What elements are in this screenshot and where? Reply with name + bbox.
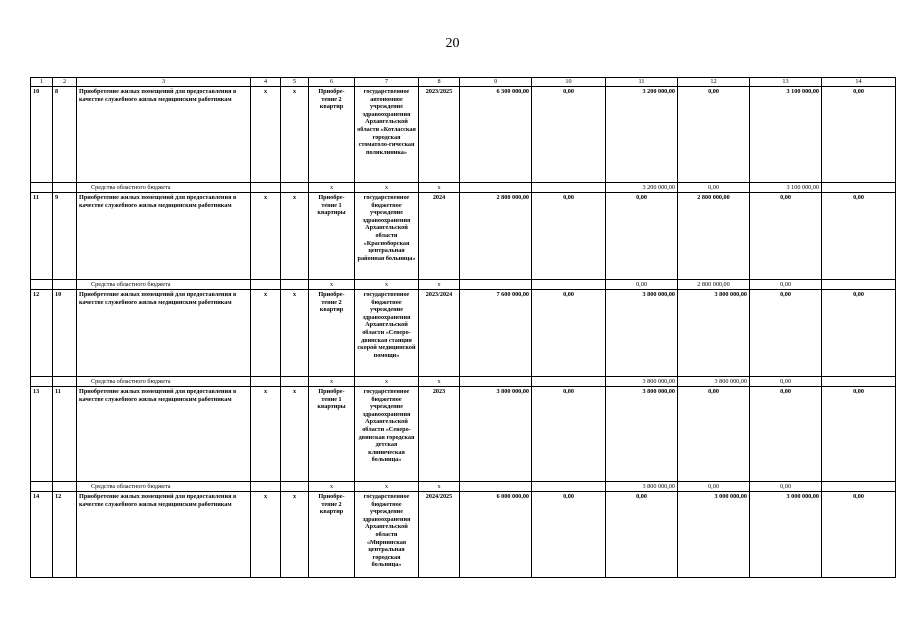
total-cell: 7 600 000,00 [460,290,532,377]
col-header: 4 [251,78,281,87]
cell-col13: 0,00 [750,193,822,280]
cell-col4: х [251,492,281,578]
cell-col12: 3 000 000,00 [678,492,750,578]
total-cell: 2 800 000,00 [460,193,532,280]
cell-col12: 0,00 [678,387,750,482]
cell-col6: х [309,183,355,193]
cell-col12: 0,00 [678,183,750,193]
row-number: 13 [31,387,53,482]
cell-col8: х [419,183,460,193]
cell-col10 [532,183,606,193]
col-header: 6 [309,78,355,87]
cell-col12: 2 800 000,00 [678,280,750,290]
col-header: 5 [281,78,309,87]
col-header: 13 [750,78,822,87]
acquisition-cell: Приобре-тение 2 квартир [309,87,355,183]
funding-source-row [31,183,896,193]
cell-col14: 0,00 [822,492,896,578]
cell-col12: 3 800 000,00 [678,377,750,387]
funding-source-row [31,280,896,290]
col-header: 1 [31,78,53,87]
funding-source-label: Средства областного бюджета [77,280,251,290]
cell-col4: х [251,87,281,183]
cell-col13: 3 000 000,00 [750,492,822,578]
col-header: 10 [532,78,606,87]
cell-col9 [460,377,532,387]
cell-col14: 0,00 [822,387,896,482]
period-cell: 2024 [419,193,460,280]
cell-col10: 0,00 [532,387,606,482]
item-number: 10 [53,290,77,377]
item-number: 8 [53,87,77,183]
cell-col12: 0,00 [678,482,750,492]
cell-col4: х [251,290,281,377]
cell-col10 [532,280,606,290]
funding-source-row [31,482,896,492]
cell-col10 [532,377,606,387]
cell-col13: 0,00 [750,387,822,482]
cell-col5: х [281,387,309,482]
cell-col4: х [251,193,281,280]
cell-col5: х [281,87,309,183]
cell-col6: х [309,377,355,387]
item-name: Приобретение жилых помещений для предоставления в качестве служебного жилья медицинским работникам [77,387,251,482]
organization-cell: государственное бюджетное учреждение здравоохранения Архангельской области «Северо-двинская станция скорой медицинской помощи» [355,290,419,377]
period-cell: 2024/2025 [419,492,460,578]
col-header: 12 [678,78,750,87]
row-number: 14 [31,492,53,578]
cell-col13: 0,00 [750,280,822,290]
table-row [31,193,896,280]
cell-col14 [822,377,896,387]
cell-col6: х [309,280,355,290]
cell-col5: х [281,193,309,280]
funding-source-label: Средства областного бюджета [77,183,251,193]
acquisition-cell: Приобре-тение 2 квартир [309,290,355,377]
cell-col11: 3 800 000,00 [606,482,678,492]
funding-source-label: Средства областного бюджета [77,377,251,387]
cell-col8: х [419,482,460,492]
row-number: 10 [31,87,53,183]
cell-col13: 0,00 [750,482,822,492]
period-cell: 2023/2025 [419,87,460,183]
row-number: 12 [31,290,53,377]
funding-source-row [31,377,896,387]
cell-col7: х [355,482,419,492]
cell-col14: 0,00 [822,193,896,280]
col-header: 7 [355,78,419,87]
cell-col11: 0,00 [606,280,678,290]
acquisition-cell: Приобре-тение 2 квартир [309,492,355,578]
item-number: 12 [53,492,77,578]
cell-col14: 0,00 [822,87,896,183]
col-header: 3 [77,78,251,87]
total-cell: 6 000 000,00 [460,492,532,578]
header-row [31,78,896,87]
cell-col9 [460,183,532,193]
col-header: 14 [822,78,896,87]
item-number: 9 [53,193,77,280]
col-header: 8 [419,78,460,87]
page-number: 20 [445,36,460,51]
cell-col13: 0,00 [750,377,822,387]
funding-source-label: Средства областного бюджета [77,482,251,492]
cell-col5: х [281,492,309,578]
organization-cell: государственное бюджетное учреждение здравоохранения Архангельской области «Красноборская центральная районная больница» [355,193,419,280]
cell-col13: 3 100 000,00 [750,183,822,193]
item-name: Приобретение жилых помещений для предоставления в качестве служебного жилья медицинским работникам [77,87,251,183]
total-cell: 6 300 000,00 [460,87,532,183]
cell-col10: 0,00 [532,193,606,280]
cell-col11: 3 800 000,00 [606,387,678,482]
acquisition-cell: Приобре-тение 1 квартиры [309,387,355,482]
cell-col13: 0,00 [750,290,822,377]
cell-col14 [822,183,896,193]
cell-col11: 0,00 [606,193,678,280]
table-row [31,290,896,377]
table-row [31,492,896,578]
cell-col14 [822,280,896,290]
cell-col12: 3 800 000,00 [678,290,750,377]
cell-col10: 0,00 [532,290,606,377]
total-cell: 3 800 000,00 [460,387,532,482]
organization-cell: государственное бюджетное учреждение здравоохранения Архангельской области «Северо-двинская городская детская клиническая больница» [355,387,419,482]
funding-table [30,77,896,578]
cell-col14: 0,00 [822,290,896,377]
cell-col7: х [355,280,419,290]
cell-col12: 2 800 000,00 [678,193,750,280]
row-number: 11 [31,193,53,280]
item-number: 11 [53,387,77,482]
cell-col9 [460,482,532,492]
cell-col10: 0,00 [532,492,606,578]
acquisition-cell: Приобре-тение 1 квартиры [309,193,355,280]
item-name: Приобретение жилых помещений для предоставления в качестве служебного жилья медицинским работникам [77,290,251,377]
cell-col4: х [251,387,281,482]
col-header: 2 [53,78,77,87]
cell-col11: 3 800 000,00 [606,377,678,387]
organization-cell: государственное бюджетное учреждение здравоохранения Архангельской области «Мирнинская центральная городская больница» [355,492,419,578]
cell-col13: 3 100 000,00 [750,87,822,183]
cell-col11: 3 800 000,00 [606,290,678,377]
cell-col9 [460,280,532,290]
cell-col12: 0,00 [678,87,750,183]
period-cell: 2023 [419,387,460,482]
cell-col8: х [419,377,460,387]
table-row [31,387,896,482]
cell-col11: 0,00 [606,492,678,578]
cell-col10: 0,00 [532,87,606,183]
cell-col8: х [419,280,460,290]
organization-cell: государственное автономное учреждение здравоохранения Архангельской области «Котласская городская стоматоло-гическая поликлиника» [355,87,419,183]
period-cell: 2023/2024 [419,290,460,377]
table-row [31,87,896,183]
cell-col10 [532,482,606,492]
cell-col11: 3 200 000,00 [606,183,678,193]
cell-col7: х [355,377,419,387]
cell-col11: 3 200 000,00 [606,87,678,183]
item-name: Приобретение жилых помещений для предоставления в качестве служебного жилья медицинским работникам [77,492,251,578]
item-name: Приобретение жилых помещений для предоставления в качестве служебного жилья медицинским работникам [77,193,251,280]
cell-col7: х [355,183,419,193]
col-header: 9 [460,78,532,87]
col-header: 11 [606,78,678,87]
cell-col6: х [309,482,355,492]
cell-col14 [822,482,896,492]
cell-col5: х [281,290,309,377]
